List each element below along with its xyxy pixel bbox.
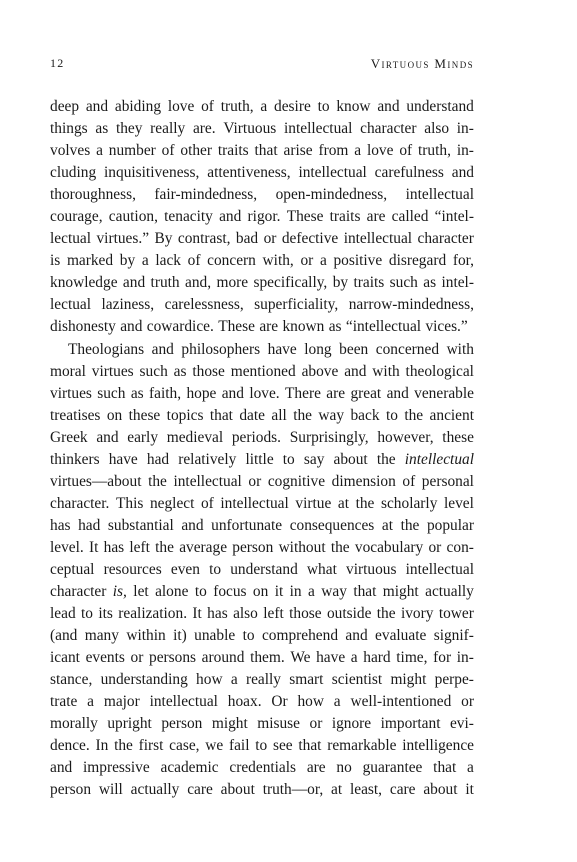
text-line: treatises on these topics that date all the way back to the ancient <box>50 406 474 424</box>
text-line: Theologians and philosophers have long been concerned with <box>68 340 474 358</box>
text-line: dence. In the first case, we fail to see that remarkable intelligence <box>50 737 474 755</box>
text-line: icant events or persons around them. We have a hard time, for in- <box>50 649 474 667</box>
text-line: thoroughness, fair-mindedness, open-mindedness, intellectual <box>50 186 474 204</box>
text-line: is marked by a lack of concern with, or a positive disregard for, <box>50 252 474 270</box>
text-line: thinkers have had relatively little to say about the intellectual <box>50 450 474 468</box>
text-line: knowledge and truth and, more specifically, by traits such as intel- <box>50 274 474 292</box>
paragraph <box>50 339 474 802</box>
text-line: cluding inquisitiveness, attentiveness, intellectual carefulness and <box>50 164 474 182</box>
text-line: lectual virtues.” By contrast, bad or defective intellectual character <box>50 230 474 248</box>
running-title: Virtuous Minds <box>370 56 474 71</box>
body-text <box>50 96 474 802</box>
page-number: 12 <box>50 56 65 70</box>
text-line: trate a major intellectual hoax. Or how a well-intentioned or <box>50 693 474 711</box>
text-line: courage, caution, tenacity and rigor. These traits are called “intel- <box>50 208 474 226</box>
text-line: and impressive academic credentials are no guarantee that a <box>50 759 474 777</box>
text-line: things as they really are. Virtuous intellectual character also in- <box>50 120 474 138</box>
text-line: (and many within it) unable to comprehend and evaluate signif- <box>50 627 474 645</box>
text-line: character. This neglect of intellectual virtue at the scholarly level <box>50 494 474 512</box>
text-line: character is, let alone to focus on it in a way that might actually <box>50 583 474 601</box>
text-line: lectual laziness, carelessness, superficiality, narrow-mindedness, <box>50 296 474 314</box>
text-line: dishonesty and cowardice. These are known as “intellectual vices.” <box>50 318 468 336</box>
text-line: stance, understanding how a really smart scientist might perpe- <box>50 671 474 689</box>
text-line: moral virtues such as those mentioned above and with theological <box>50 362 474 380</box>
text-line: person will actually care about truth—or, at least, care about it <box>50 781 474 799</box>
running-head <box>50 56 474 72</box>
text-line: level. It has left the average person without the vocabulary or con- <box>50 538 474 556</box>
text-line: virtues—about the intellectual or cognitive dimension of personal <box>50 472 474 490</box>
text-line: virtues such as faith, hope and love. There are great and venerable <box>50 384 474 402</box>
text-line: has had substantial and unfortunate consequences at the popular <box>50 516 474 534</box>
text-line: deep and abiding love of truth, a desire to know and understand <box>50 98 474 115</box>
text-line: lead to its realization. It has also left those outside the ivory tower <box>50 605 474 623</box>
paragraph <box>50 96 474 339</box>
text-line: ceptual resources even to understand what virtuous intellectual <box>50 560 474 578</box>
text-line: morally upright person might misuse or ignore important evi- <box>50 715 474 733</box>
text-line: Greek and early medieval periods. Surprisingly, however, these <box>50 428 474 446</box>
text-line: volves a number of other traits that arise from a love of truth, in- <box>50 142 474 160</box>
